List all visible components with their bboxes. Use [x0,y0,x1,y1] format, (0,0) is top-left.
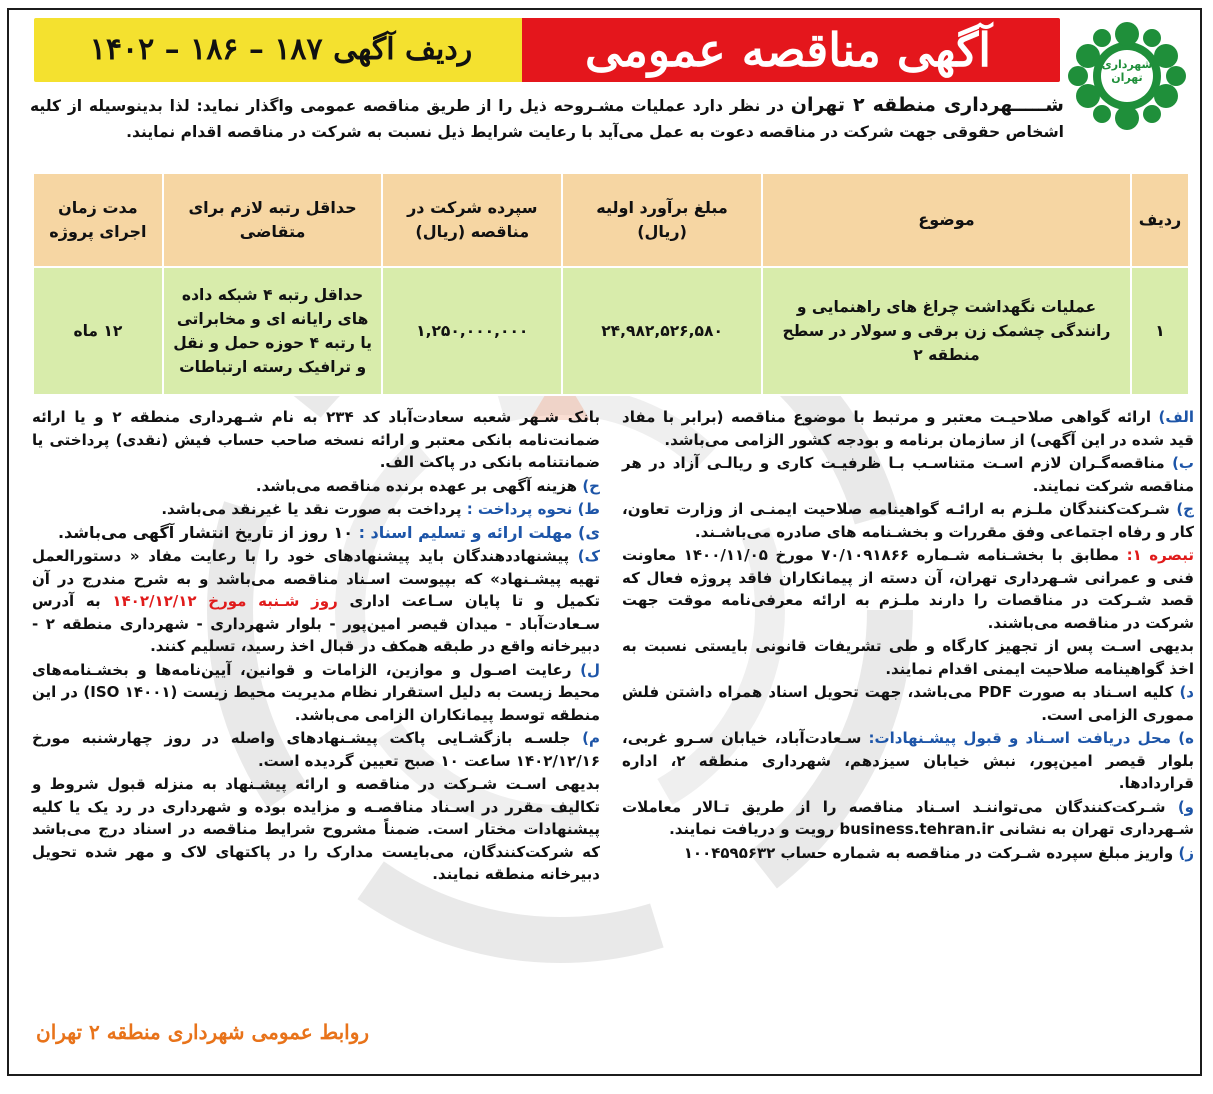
condition-t [32,498,600,521]
condition-t-text: پرداخت به صورت نقد یا غیرنقد می‌باشد. [161,500,462,518]
condition-c [622,498,1194,543]
condition-g [622,842,1194,865]
condition-y-key: ی) مهلت ارائه و تسلیم اسناد : [358,522,600,542]
intro-text: در نظر دارد عملیات مشـروحه ذیل را از طریق مناقصه عمومی واگذار نماید: لذا بدینوسیله از کلیه اشخاص حقوقی جهت شرکت در مناقصه دعوت به عمل می‌آید با رعایت شرایط ذیل نسبت به شرکت در مناقصه اقدام نمایند. [30,97,1064,141]
header-deposit: سپرده شرکت در مناقصه (ریال) [382,173,562,267]
header-row-number: ردیف [1131,173,1189,267]
closing-paragraph: بدیهی اسـت شـرکت در مناقصه و ارائه پیشـنهاد به منزله قبول شروط و تکالیف مقرر در اسـناد مناقصـه و مزایده بوده و شهرداری در رد یک یا کلیه پیشنهادات مختار است. ضمناً مشروح شرایط مناقصه در اسناد درج می‌باشد که شرکت‌کنندگان، می‌بایست مدارک را در پاکتهای لاک و مهر شده تحویل دبیرخانه منطقه نمایند. [32,775,600,883]
condition-l-text: رعایت اصـول و موازین، الزامات و قوانین، آیین‌نامه‌ها و بخشـنامه‌های محیط زیست به دلیل استقرار نظام مدیریت محیط زیست (ISO ۱۴۰۰۱) در این منطقه توسط پیمانکاران الزامی می‌باشد. [32,660,600,724]
condition-f-text-pre: شـرکت‌کنندگان می‌تواننـد اسـناد مناقصه را از طریق تـالار معاملات شـهرداری تهران به نشانی [622,797,1194,838]
tender-website-link[interactable]: business.tehran.ir [839,820,994,838]
title-banner [34,18,1060,82]
logo-label: شهرداری تهران [1101,58,1153,84]
table-header-row [33,173,1189,267]
condition-k-text-pre: پیشنهاددهندگان باید پیشنهادهای خود را با رعایت مفاد « دستورالعمل تهیه پیشـنهاد» که بپیوست اسـناد مناقصه می‌باشد و به شرح مندرج در آن تکمیل و تا پایان سـاعت اداری [32,547,600,610]
condition-b-text: مناقصه‌گـران لازم اسـت متناسـب بـا ظرفیـت کاری و ریالـی آزاد در هر مناقصه شرکت نمایند. [622,454,1194,495]
condition-l-key: ل) [580,660,600,679]
conditions-left-column [32,406,600,887]
cell-duration: ۱۲ ماه [33,267,163,395]
conditions-right-column [622,406,1194,865]
table-row [33,267,1189,395]
note-1-text: مطابق با بخشـنامه شـماره ۷۰/۱۰۹۱۸۶۶ مورخ ۱۴۰۰/۱۱/۰۵ معاونت فنی و عمرانی شـهرداری تهران، آن دسته از پیمانکاران فاقد پروژه فعال که قصد شـرکت در مناقصات را دارند ملـزم به ارائه معرفی‌نامه موقت جهت شرکت در مناقصه می‌باشند. [622,546,1194,632]
condition-d-text: کلیه اسـناد به صورت PDF می‌باشد، جهت تحویل اسناد همراه داشتن فلش مموری الزامی است. [622,683,1194,724]
header-estimate: مبلغ برآورد اولیه (ریال) [562,173,762,267]
notice-row-number: ردیف آگهی ۱۸۷ – ۱۸۶ – ۱۴۰۲ [89,32,473,67]
condition-k-key: ک) [577,547,601,565]
condition-c-key: ج) [1176,500,1194,518]
condition-c-text: شـرکت‌کنندگان ملـزم به ارائـه گواهینامه صلاحیت ایمنـی از وزارت تعاون، کار و رفاه اجتماعی وفق مقررات و بخشـنامه های صادره می‌باشـند. [622,500,1194,541]
condition-y [32,522,600,545]
cell-deposit: ۱,۲۵۰,۰۰۰,۰۰۰ [382,267,562,395]
intro-paragraph [30,92,1064,145]
condition-y-text: ۱۰ روز از تاریخ انتشار آگهی می‌باشد. [57,522,353,542]
condition-f-key: و) [1177,797,1194,816]
header-subject: موضوع [762,173,1131,267]
submission-deadline: روز شـنبه مورخ ۱۴۰۲/۱۲/۱۲ [112,592,338,610]
header-grade: حداقل رتبه لازم برای متقاضی [163,173,383,267]
condition-g-key: ز) [1178,843,1194,862]
condition-b [622,452,1194,497]
notice-title: آگهی مناقصه عمومی [584,23,992,77]
condition-m-text: جلسـه بازگشـایی پاکت پیشـنهادهای واصله در روز چهارشنبه مورخ ۱۴۰۲/۱۲/۱۶ ساعت ۱۰ صبح تعیین گردیده است. [32,729,600,770]
condition-l [32,659,600,727]
public-relations-signature: روابط عمومی شهرداری منطقه ۲ تهران [36,1020,370,1044]
condition-m [32,727,600,772]
condition-m-key: م) [582,729,600,747]
cell-grade: حداقل رتبه ۴ شبکه داده های رایانه ای و مخابراتی یا رتبه ۴ حوزه حمل و نقل و ترافیک رسته ارتباطات [163,267,383,395]
condition-k [32,545,600,658]
organization-name: شـــــهرداری منطقه ۲ تهران [790,94,1064,116]
cell-subject: عملیات نگهداشت چراغ های راهنمایی و رانندگی چشمک زن برقی و سولار در سطح منطقه ۲ [762,267,1131,395]
condition-t-key: ط) نحوه پرداخت : [466,500,600,518]
condition-b-key: ب) [1172,454,1194,472]
tender-table [32,172,1190,396]
condition-h-key: ح) [582,476,600,495]
condition-e-key: ه) محل دریافت اسـناد و قبول پیشـنهادات: [868,729,1194,747]
condition-f-text-post: رویت و دریافت نمایند. [669,820,835,838]
condition-f [622,796,1194,841]
condition-a [622,406,1194,451]
note-1 [622,544,1194,634]
condition-a-key: الف) [1158,408,1195,426]
condition-e-text: سـعادت‌آباد، خیابان سـرو غربی، بلوار قیصر امین‌پور، نبش خیابان سیزدهم، شهرداری منطقه ۲، اداره قراردادها. [622,729,1194,792]
cell-estimate: ۲۴,۹۸۲,۵۲۶,۵۸۰ [562,267,762,395]
note-1-extra: بدیهی اسـت پس از تجهیز کارگاه و طی تشریفات قانونی بایستی نسبت به اخذ گواهینامه صلاحیت ایمنی اقدام نمایند. [622,637,1194,678]
condition-g-continued: بانک شـهر شعبه سعادت‌آباد کد ۲۳۴ به نام شـهرداری منطقه ۲ و یا ارائه ضمانت‌نامه بانکی معتبر و ارائه نسخه صاحب حساب فیش (نقدی) پرداختی یا ضمانتنامه بانکی در پاکت الف. [32,408,600,471]
note-1-key: تبصره ۱: [1126,546,1194,564]
condition-g-text: واریز مبلغ سپرده شـرکت در مناقصه به شماره حساب ۱۰۰۴۵۹۵۶۳۲ [683,843,1174,862]
condition-d-key: د) [1179,683,1194,701]
condition-e [622,727,1194,795]
cell-row-number: ۱ [1131,267,1189,395]
condition-a-text: ارائه گواهی صلاحیـت معتبر و مرتبط با موضوع مناقصه (برابر با مفاد قید شده در این آگهی) از سازمان برنامه و بودجه کشور الزامی می‌باشد. [622,408,1194,449]
condition-h-text: هزینه آگهی بر عهده برنده مناقصه می‌باشد. [255,476,578,495]
condition-d [622,681,1194,726]
condition-k-text-post: به آدرس سـعادت‌آباد - میدان قیصر امین‌پور - بلوار شهرداری - شهرداری منطقه ۲ - دبیرخانه واقع در طبقه همکف در قبال اخذ رسید، تسلیم کنند. [32,592,600,655]
header-duration: مدت زمان اجرای پروژه [33,173,163,267]
condition-h [32,475,600,498]
